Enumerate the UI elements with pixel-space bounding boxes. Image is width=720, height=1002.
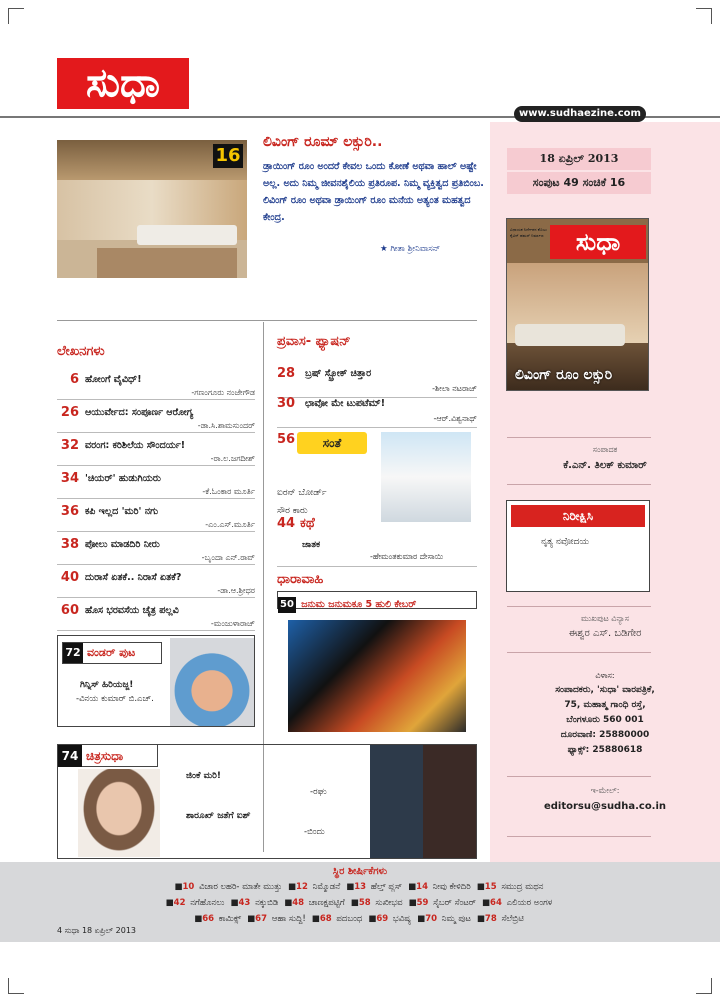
page-number: 32 [60, 438, 79, 453]
list-item[interactable] [57, 438, 255, 466]
wonder-heading: ವಂಡರ್ ಪುಟ [87, 646, 136, 659]
footer-item-number: 43 [238, 898, 251, 908]
list-item[interactable] [57, 537, 255, 565]
footer-item-number: 12 [296, 882, 308, 892]
designer-label: ಮುಖಪುಟ ವಿನ್ಯಾಸ [580, 614, 630, 623]
footer-item-number: 15 [484, 882, 497, 892]
editor-name: ಕೆ.ಎನ್. ತಿಲಕ್ ಕುಮಾರ್ [563, 460, 647, 471]
address-line: ಸಂಪಾದಕರು, 'ಸುಧಾ' ವಾರಪತ್ರಿಕೆ, [555, 685, 655, 695]
page-footer: 4 ಸುಧಾ 18 ಏಪ್ರಿಲ್ 2013 [57, 926, 137, 935]
footer-item-label: ಸುಖೀಭವ [375, 898, 403, 908]
crop-mark [696, 8, 712, 24]
footer-item-label: ನಕ್ಕುಬಿಡಿ [255, 898, 279, 908]
footer-item-number: 66 [202, 914, 215, 924]
story-title[interactable]: ಜಾತಕ [302, 540, 321, 550]
footer-item[interactable]: ■66 ಕಾಮಿಕ್ಸ್ [194, 914, 242, 924]
footer-item[interactable]: ■48 ಚಾಣಕ್ಷಪಟ್ಟಿಗೆ [284, 898, 345, 908]
chitra-heading: ಚಿತ್ರಸುಧಾ [86, 749, 124, 763]
footer-item[interactable]: ■10 ವಿಚಾರ ಲಹರಿ- ಮಾತೇ ಮುತ್ತು [174, 882, 283, 892]
list-item[interactable] [57, 504, 255, 532]
address-block [490, 668, 720, 758]
footer-item-label: ಕಾಮಿಕ್ಸ್ [218, 914, 242, 924]
chitra-author-1: -ರಘು [310, 787, 327, 797]
divider [507, 606, 651, 607]
serial-illustration [288, 620, 466, 732]
photo-rug [97, 248, 237, 278]
article-author: -ಶೀಲಾ ನಟರಾಜ್ [432, 384, 477, 393]
footer-line [0, 914, 720, 924]
santhe-section[interactable] [277, 430, 477, 522]
footer-item-number: 13 [354, 882, 367, 892]
article-title: ಕಪಿ ಇಲ್ಲದ 'ಮರಿ' ನಗು [85, 506, 159, 517]
address-line: ಬೆಂಗಳೂರು 560 001 [566, 715, 644, 725]
footer-item[interactable]: ■42 ನಗೆಹೊನಲು [165, 898, 225, 908]
santhe-item: ಐರನ್ ಬೋರ್ಡ್ [277, 488, 327, 498]
footer-item[interactable]: ■12 ನಿಮ್ಮೊಡನೆ [288, 882, 341, 892]
site-url[interactable]: www.sudhaezine.com [514, 106, 646, 122]
serial-title: ಜನುಮ ಜನುಮಕೂ 5 ಹುಲಿ ಕೇಬರ್ [301, 599, 417, 610]
cover-image[interactable] [506, 218, 649, 391]
ironing-board-image [381, 432, 471, 522]
footer-item[interactable]: ■64 ಎಲಿಯರ ಅಂಗಳ [482, 898, 553, 908]
list-item[interactable] [57, 471, 255, 499]
articles-heading: ಲೇಖನಗಳು [57, 344, 105, 359]
santhe-logo: ಸಂತೆ [297, 432, 367, 454]
page-number: 28 [277, 366, 296, 381]
footer-item-label: ಭವಿಷ್ಯ [392, 914, 412, 924]
article-title: ಪೋಲು ಮಾಡದಿರಿ ನೀರು [85, 539, 160, 550]
list-item[interactable] [57, 603, 255, 631]
article-author: -ರಾ.ಲ.ಜಗದೀಶ್ [210, 454, 255, 463]
editor-label: ಸಂಪಾದಕ [592, 445, 618, 454]
address-line: 75, ಮಹಾತ್ಮ ಗಾಂಧಿ ರಸ್ತೆ, [564, 700, 646, 710]
wonder-number: 72 [63, 643, 83, 663]
article-title: 'ಚಿಯರ್' ಹುಡುಗಿಯರು [85, 473, 161, 484]
footer-item-label: ಎಲಿಯರ ಅಂಗಳ [506, 898, 553, 908]
niriksha-text: ನೃತ್ಯ ನವೋದಯ [541, 537, 590, 547]
email-label: ಇ-ಮೇಲ್: [590, 786, 620, 795]
footer-item-label: ಪದಬಂಧ [336, 914, 363, 924]
list-item[interactable] [57, 570, 255, 598]
footer-item[interactable]: ■70 ನಿಮ್ಮ ಪುಟ [417, 914, 471, 924]
page-number: 40 [60, 570, 79, 585]
footer-item[interactable]: ■78 ಸೆಲೆಬ್ರಿಟಿ [476, 914, 524, 924]
fax: ಫ್ಯಾಕ್ಸ್: 25880618 [567, 745, 643, 755]
cover-title: ಲಿವಿಂಗ್ ರೂಂ ಲಕ್ಸುರಿ [515, 367, 613, 383]
travel-heading: ಪ್ರವಾಸ- ಫ್ಯಾಷನ್ [277, 334, 351, 349]
page-number: 6 [69, 372, 79, 387]
footer-item-number: 68 [319, 914, 332, 924]
serial-bar[interactable] [277, 591, 477, 609]
footer-title: ಸ್ಥಿರ ಶೀರ್ಷಿಕೆಗಳು [332, 866, 388, 877]
address-label: ವಿಳಾಸ: [595, 671, 615, 680]
article-author: -ಗಣಂಗೂರು ನಂಜೇಗೌಡ [191, 388, 255, 397]
sudha-logo: ಸುಧಾ [57, 58, 189, 109]
article-title: ಹೊಸ ಭರವಸೆಯ ಚೈತ್ರ ಪಲ್ಲವಿ [85, 605, 179, 616]
article-author: -ಆರ್.ವಿಶ್ವನಾಥ್ [433, 414, 477, 423]
divider [507, 776, 651, 777]
footer-item-number: 48 [292, 898, 305, 908]
crop-mark [8, 978, 24, 994]
footer-item-number: 59 [416, 898, 429, 908]
footer-item-label: ವಿಚಾರ ಲಹರಿ- ಮಾತೇ ಮುತ್ತು [199, 882, 283, 892]
cover-credits: ವಿಧಾಯಕ ನಿರ್ದೇಶನ ಕೊಂಟ ಕೈವಿನ್ ಹಮಸ್ ನಿರ್ಮಾಣ [510, 227, 547, 238]
page-number: 36 [60, 504, 79, 519]
article-author: -ಡಾ.ಆ.ಶ್ರೀಧರ [217, 586, 255, 595]
chitra-title-1: ಜಿಂಕೆ ಮರಿ! [186, 771, 221, 781]
cover-logo: ಸುಧಾ [550, 225, 646, 259]
divider [507, 437, 651, 438]
footer-item[interactable]: ■15 ಸಮುದ್ರ ಮಥನ [476, 882, 544, 892]
serial-number: 50 [278, 597, 296, 613]
article-author: -ಬೃಂದಾ ಎನ್.ರಾವ್ [201, 553, 255, 562]
page-number: 26 [60, 405, 79, 420]
footer-item-number: 67 [255, 914, 267, 924]
email[interactable]: editorsu@sudha.co.in [543, 801, 667, 812]
crop-mark [8, 8, 24, 24]
footer-item-label: ಸೈಬರ್ ಸೆಂಟರ್ [433, 898, 477, 908]
article-title: ವರಂಗ: ಕರಿಶಿಲೆಯ ಸೌಂದರ್ಯ! [85, 440, 186, 451]
article-title: ಛಾವೋ ಮೇ ಟುಪಟೆಮ್! [305, 398, 386, 409]
article-title: ಆಯುರ್ವೇದ: ಸಂಪೂರ್ಣ ಆರೋಗ್ಯ [85, 407, 194, 418]
footer-item[interactable]: ■67 ಆಹಾ ಸುದ್ದಿ! [247, 914, 306, 924]
wonder-heading-box [62, 642, 162, 664]
serial-heading: ಧಾರಾವಾಹಿ [277, 572, 324, 587]
footer-item-number: 42 [173, 898, 186, 908]
niriksha-heading: ನಿರೀಕ್ಷಿಸಿ [511, 505, 645, 527]
issue-date: 18 ಏಪ್ರಿಲ್ 2013 [507, 148, 651, 170]
feature-title[interactable]: ಲಿವಿಂಗ್ ರೂಮ್ ಲಕ್ಸುರಿ.. [263, 134, 383, 150]
article-author: -ಡಾ.ಸಿ.ಶಾಮಸುಂದರ್ [197, 421, 255, 430]
page-number: 60 [60, 603, 79, 618]
footer-item-label: ನಗೆಹೊನಲು [190, 898, 225, 908]
footer-item-label: ಸಮುದ್ರ ಮಥನ [501, 882, 544, 892]
footer-item-label: ನಿಮ್ಮೊಡನೆ [312, 882, 341, 892]
divider [507, 484, 651, 485]
actress-photo [78, 769, 160, 857]
story-author: -ಹೇಮಂತಕುಮಾರ ದೇಸಾಯಿ [370, 552, 444, 561]
chitra-heading-box [58, 745, 158, 767]
article-author: -ಕೆ.ಓಂಕಾರ ಮೂರ್ತಿ [202, 487, 255, 496]
footer-item-number: 70 [425, 914, 438, 924]
feature-photo[interactable] [57, 140, 247, 278]
issue-volume: ಸಂಪುಟ 49 ಸಂಚಿಕೆ 16 [507, 172, 651, 194]
photo-sofa [137, 225, 237, 245]
wonder-title: ಗಿನ್ನಿಸ್ ಹಿರಿಯಜ್ಜ! [80, 680, 134, 690]
article-title: ದುರಾಸೆ ಏತಕೆ.. ನಿರಾಸೆ ಏತಕೆ? [85, 572, 182, 583]
footer-item[interactable]: ■59 ಸೈಬರ್ ಸೆಂಟರ್ [408, 898, 477, 908]
footer-item-number: 58 [358, 898, 371, 908]
footer-item-number: 10 [182, 882, 195, 892]
footer-item-label: ಹೆಲ್ತ್ ಪ್ಲಸ್ [370, 882, 403, 892]
story-number: 44 [277, 516, 296, 531]
old-man-photo [170, 638, 254, 726]
feature-author: ★ ಗೀತಾ ಶ್ರೀನಿವಾಸನ್ [380, 244, 441, 254]
footer-line [0, 882, 720, 892]
footer-item-label: ನೀವು ಕೇಳಿದಿರಿ [432, 882, 471, 892]
divider [277, 566, 477, 567]
list-item[interactable] [277, 396, 477, 428]
footer-item[interactable]: ■14 ನೀವು ಕೇಳಿದಿರಿ [408, 882, 471, 892]
story-heading: ಕಥೆ [300, 516, 315, 531]
footer-item-number: 14 [416, 882, 429, 892]
article-title: ಬ್ರಷ್ ಸ್ಟ್ರೋಕ್ ಚಿತ್ತಾರ [305, 368, 372, 379]
footer-item[interactable]: ■68 ಪದಬಂಧ [311, 914, 363, 924]
footer-item[interactable]: ■13 ಹೆಲ್ತ್ ಪ್ಲಸ್ [346, 882, 403, 892]
footer-item-number: 78 [484, 914, 497, 924]
footer-item-number: 69 [376, 914, 389, 924]
cover-sofa [515, 324, 625, 346]
chitrasudha-box[interactable] [57, 744, 477, 859]
footer-item-label: ಸೆಲೆಬ್ರಿಟಿ [501, 914, 524, 924]
phone: ದೂರವಾಣಿ: 25880000 [560, 730, 650, 740]
list-item[interactable] [57, 405, 255, 433]
article-author: -ಎಂ.ಎಸ್.ಮೂರ್ತಿ [205, 520, 255, 529]
footer-item-number: 64 [490, 898, 502, 908]
page-number: 34 [60, 471, 79, 486]
niriksha-box [506, 500, 650, 592]
wonder-box[interactable] [57, 635, 255, 727]
footer-line [0, 898, 720, 908]
article-title: ಹೋಂಗೆ ವೈವಿಧ್! [85, 374, 142, 385]
footer-item[interactable]: ■43 ನಕ್ಕುಬಿಡಿ [230, 898, 279, 908]
page-number: 38 [60, 537, 79, 552]
divider [507, 836, 651, 837]
couple-photo [370, 745, 476, 858]
footer-item-label: ನಿಮ್ಮ ಪುಟ [441, 914, 471, 924]
santhe-item: ಸೌರ ಕಾರು [277, 506, 308, 516]
divider [507, 652, 651, 653]
footer-item-label: ಆಹಾ ಸುದ್ದಿ! [271, 914, 306, 924]
list-item[interactable] [57, 372, 255, 400]
crop-mark [696, 978, 712, 994]
section-rule [57, 320, 477, 321]
feature-text: ಡ್ರಾಯಿಂಗ್ ರೂಂ ಅಂದರೆ ಕೇವಲ ಒಂದು ಕೋಣೆ ಅಥವಾ ಹಾಲ್ ಅಷ್ಟೇ ಅಲ್ಲ. ಅದು ನಿಮ್ಮ ಜೀವನಶೈಲಿಯ ಪ್ರತಿರೂಪ. ನಿಮ್ಮ ವ್ಯಕ್ತಿತ್ವದ ಪ್ರತಿಬಿಂಬ. ಲಿವಿಂಗ್ ರೂಂ ಅಥವಾ ಡ್ರಾಯಿಂಗ್ ರೂಂ ಮನೆಯ ಅತ್ಯಂತ ಮಹತ್ವದ ಕೇಂದ್ರ. [263, 161, 484, 223]
page-number: 30 [277, 396, 296, 411]
designer-name: ಈಶ್ವರ ಎಸ್. ಬಡಿಗೇರ [568, 628, 642, 639]
feature-page-number: 16 [213, 144, 243, 168]
chitra-number: 74 [58, 745, 82, 767]
santhe-items [277, 484, 327, 520]
chitra-title-2: ಶಾರೂಖ್ ಜತೆಗೆ ಐಶ್ [186, 811, 251, 821]
chitra-author-2: -ಬಿಂದು [304, 827, 325, 837]
wonder-author: -ವಿನಯ ಕುಮಾರ್ ಬಿ.ಎಚ್. [76, 694, 154, 704]
footer-item[interactable]: ■58 ಸುಖೀಭವ [350, 898, 403, 908]
santhe-number: 56 [277, 432, 296, 447]
list-item[interactable] [277, 366, 477, 398]
footer-item[interactable]: ■69 ಭವಿಷ್ಯ [368, 914, 412, 924]
article-author: -ಮಂಜುಳಾರಾಜ್ [210, 619, 255, 628]
footer-item-label: ಚಾಣಕ್ಷಪಟ್ಟಿಗೆ [308, 898, 345, 908]
